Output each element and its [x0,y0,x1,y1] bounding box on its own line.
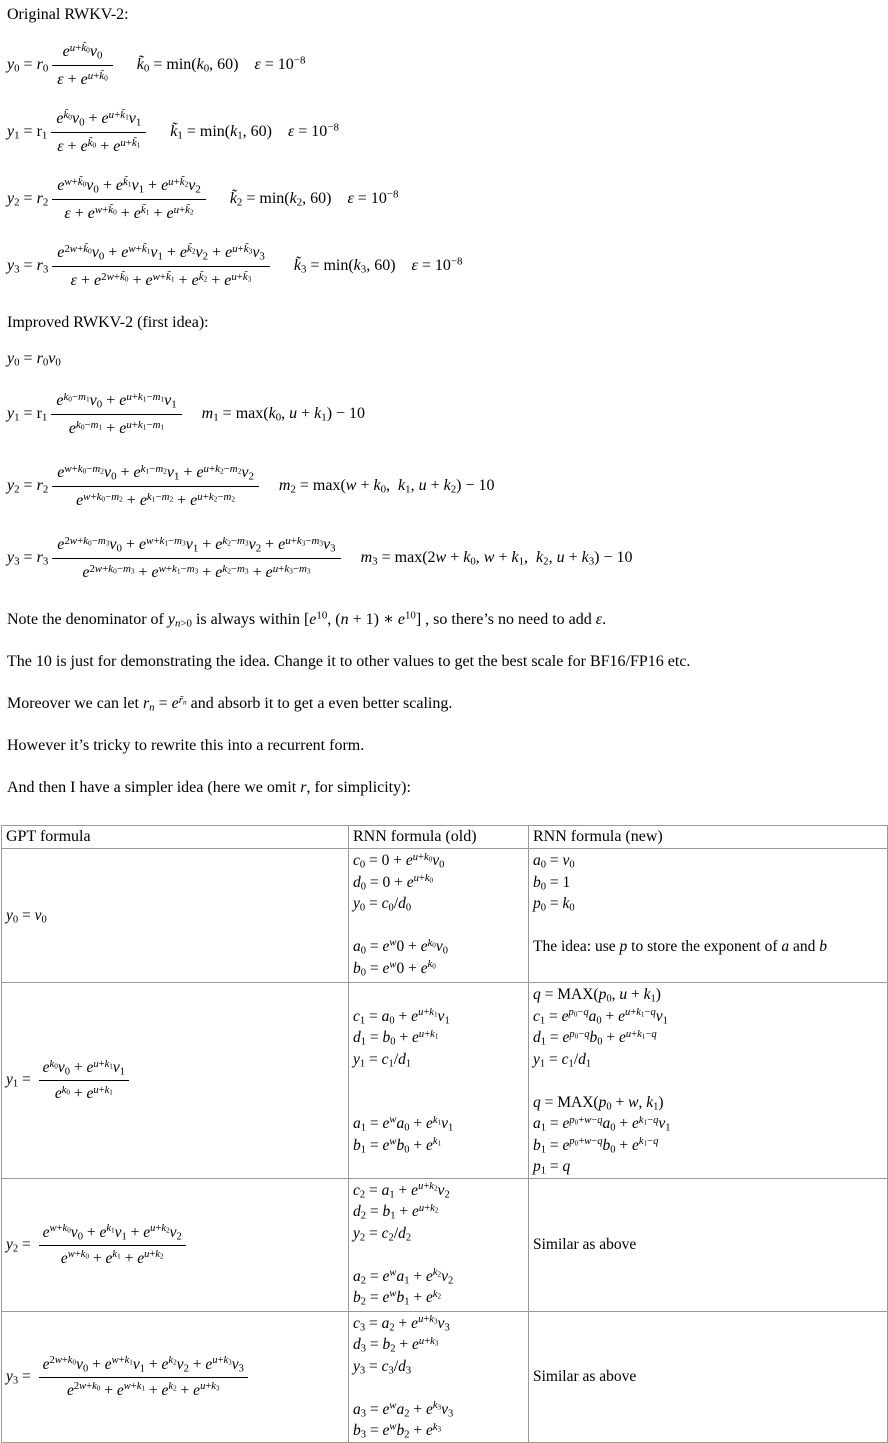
math-line: $b_2 = e^wb_1 + e^{k_2}$ [353,1288,442,1308]
math-line: $b_0 = 1$ [533,873,571,892]
cell-y0-gpt [2,849,349,983]
math-line: $a_1 = e^wa_0 + e^{k_1}v_1$ [353,1114,454,1134]
math-line: $y_2$ = $\frac{e^{w+k_0}v_0 + e^{k_1}v_1 + e^{u+k_2}v_2}{e^{w+k_0} + e^{k_1} + e^{u+k_2}}$ [6,1222,344,1269]
math-line [533,1070,883,1092]
paragraph-recurrent-note: However it’s tricky to rewrite this into a recurrent form. [7,737,365,754]
equation-original-y1: $y_1 = r_1$ $\frac{e^{k̃_0}v_0 + e^{u+k̃_1}v_1}{\varepsilon + e^{k̃_0} + e^{u+k̃_1}}$ $k̃_1 = \min(k_1$, 60) $\varepsilon = 10^{-8}$ [7,106,888,159]
math-line: $p_0 = k_0$ [533,895,575,914]
table-row-y1 [2,983,888,1179]
math-line: $b_1 = e^wb_0 + e^{k_1}$ [353,1136,442,1155]
equation-original-y2: $y_2 = r_2$ $\frac{e^{w+k̃_0}v_0 + e^{k̃_1}v_1 + e^{u+k̃_2}v_2}{\varepsilon + e^{w+k̃_0} + e^{k̃_1} + e^{u+k̃_2}}$ $k̃_2 = \min(k_2$, 60) $\varepsilon = 10^{-8}$ [7,173,888,226]
equation-improved-y3: $y_3 = r_3$ $\frac{e^{2w+k_0-m_3}v_0 + e^{w+k_1-m_3}v_1 + e^{k_2-m_3}v_2 + e^{u+k_3-m_3}v_3}{e^{2w+k_0-m_3} + e^{w+k_1-m_3} + e^{k_2-m_3} + e^{u+k_3-m_3}}$ $m_3 = \max(2w + k_0$, $w + k_1$, $k_2$, $u + k_3) - 10$ [7,532,888,585]
cell-y0-rnn-new [529,849,888,983]
equation-original-y0: $y_0 = r_0$ $\frac{e^{u+k̃_0}v_0}{\varepsilon + e^{u+k̃_0}}$ $k̃_0 = \min(k_0$, 60) $\varepsilon = 10^{-8}$ [7,39,888,92]
paragraph-simpler-idea: And then I have a simpler idea (here we omit r, for simplicity): [7,779,411,796]
math-line [353,1377,524,1399]
cell-y1-gpt [2,983,349,1179]
equation-improved-y1: $y_1 = r_1$ $\frac{e^{k_0-m_1}v_0 + e^{u+k_1-m_1}v_1}{e^{k_0-m_1} + e^{u+k_1-m_1}}$ $m_1 = \max(k_0$, $u + k_1) - 10$ [7,388,888,441]
cell-y2-rnn-old [349,1178,529,1311]
math-line: $y_1$ = $\frac{e^{k_0}v_0 + e^{u+k_1}v_1}{e^{k_0} + e^{u+k_1}}$ [6,1057,344,1104]
math-line: $a_1 = e^{p_0+w-q}a_0 + e^{k_1-q}v_1$ [533,1114,671,1134]
math-line: $d_2 = b_1 + e^{u+k_2}$ [353,1202,439,1222]
heading-original-rwkv2: Original RWKV-2: [7,6,129,23]
table-row-y3 [2,1311,888,1442]
column-header-rnn-formula-old: RNN formula (old) [349,826,529,849]
paragraph-denominator-note: Note the denominator of $y_{n>0}$ is always within [$e^{10}$, (n + 1) ∗ $e^{10}$] , so there’s no need to add ε. [7,609,607,630]
math-line: $y_2 = c_2/d_2$ [353,1224,412,1243]
cell-y3-gpt [2,1311,349,1442]
math-line [533,915,883,937]
math-line [353,1244,524,1266]
cell-y1-rnn-old [349,983,529,1179]
column-header-rnn-formula-new: RNN formula (new) [529,826,888,849]
math-line: The idea: use p to store the exponent of a and b [533,938,828,955]
math-line [353,984,524,1006]
math-line: $b_0 = e^w0 + e^{k_0}$ [353,959,436,978]
formula-comparison-table [1,825,888,1443]
equation-improved-y0: $y_0 = r_0v_0$ [7,350,61,369]
math-line: $a_2 = e^wa_1 + e^{k_2}v_2$ [353,1267,454,1286]
math-line: $y_0 = c_0/d_0$ [353,895,412,914]
math-line: $d_1 = b_0 + e^{u+k_1}$ [353,1028,439,1048]
cell-y0-rnn-old [349,849,529,983]
math-line: $q = MAX(p_0 + w$, $k_1$) [533,1093,664,1112]
math-line: $c_1 = a_0 + e^{u+k_1}v_1$ [353,1007,450,1026]
cell-y1-rnn-new [529,983,888,1179]
math-line: $d_1 = e^{p_0-q}b_0 + e^{u+k_1-q}$ [533,1028,657,1048]
math-line: $b_1 = e^{p_0+w-q}b_0 + e^{k_1-q}$ [533,1136,659,1155]
math-line: $d_0 = 0 + e^{u+k_0}$ [353,873,434,892]
math-line: $y_1 = c_1/d_1$ [353,1050,412,1069]
math-line: $c_2 = a_1 + e^{u+k_2}v_2$ [353,1181,450,1200]
math-line: $y_3 = c_3/d_3$ [353,1357,412,1376]
math-line: $q = MAX(p_0$, $u + k_1$) [533,986,661,1005]
table-row-y2 [2,1178,888,1311]
equation-original-y3: $y_3 = r_3$ $\frac{e^{2w+k̃_0}v_0 + e^{w+k̃_1}v_1 + e^{k̃_2}v_2 + e^{u+k̃_3}v_3}{\varepsilon + e^{2w+k̃_0} + e^{w+k̃_1} + e^{k̃_2} + e^{u+k̃_3}}$ $k̃_3 = \min(k_3$, 60) $\varepsilon = 10^{-8}$ [7,240,888,293]
paragraph-scale-note: The 10 is just for demonstrating the idea. Change it to other values to get the best scale for BF16/FP16 etc. [7,653,691,670]
cell-y3-rnn-old [349,1311,529,1442]
math-line [353,1070,524,1092]
math-line: Similar as above [533,1368,637,1386]
math-line: $c_1 = e^{p_0-q}a_0 + e^{u+k_1-q}v_1$ [533,1007,668,1026]
math-line: $a_0 = v_0$ [533,852,575,871]
math-line: Similar as above [533,1236,637,1254]
math-line: $y_1 = c_1/d_1$ [533,1050,592,1069]
math-line [353,915,524,937]
math-line: $c_3 = a_2 + e^{u+k_3}v_3$ [353,1314,450,1333]
paragraph-absorb-note: Moreover we can let $r_n = e^{r̃_n}$ and absorb it to get a even better scaling. [7,693,453,714]
math-line: $y_3$ = $\frac{e^{2w+k_0}v_0 + e^{w+k_1}v_1 + e^{k_2}v_2 + e^{u+k_3}v_3}{e^{2w+k_0} + e^{w+k_1} + e^{k_2} + e^{u+k_3}}$ [6,1354,344,1401]
column-header-gpt-formula: GPT formula [2,826,349,849]
math-line: $p_1 = q$ [533,1158,571,1177]
math-line: $a_0 = e^w0 + e^{k_0}v_0$ [353,937,448,957]
math-line: $a_3 = e^wa_2 + e^{k_3}v_3$ [353,1400,454,1419]
table-row-y0 [2,849,888,983]
cell-y2-gpt [2,1178,349,1311]
cell-y3-rnn-new [529,1311,888,1442]
cell-y2-rnn-new [529,1178,888,1311]
math-line: $c_0 = 0 + e^{u+k_0}v_0$ [353,851,445,871]
math-line: $d_3 = b_2 + e^{u+k_3}$ [353,1335,439,1355]
equation-improved-y2: $y_2 = r_2$ $\frac{e^{w+k_0-m_2}v_0 + e^{k_1-m_2}v_1 + e^{u+k_2-m_2}v_2}{e^{w+k_0-m_2} + e^{k_1-m_2} + e^{u+k_2-m_2}}$ $m_2 = \max(w + k_0$, $k_1$, $u + k_2) - 10$ [7,460,888,513]
heading-improved-rwkv2: Improved RWKV-2 (first idea): [7,314,209,331]
math-line [353,1092,524,1114]
table-header-row [2,826,888,849]
math-line: $b_3 = e^wb_2 + e^{k_3}$ [353,1421,442,1441]
math-line: $y_0 = v_0$ [6,907,47,926]
